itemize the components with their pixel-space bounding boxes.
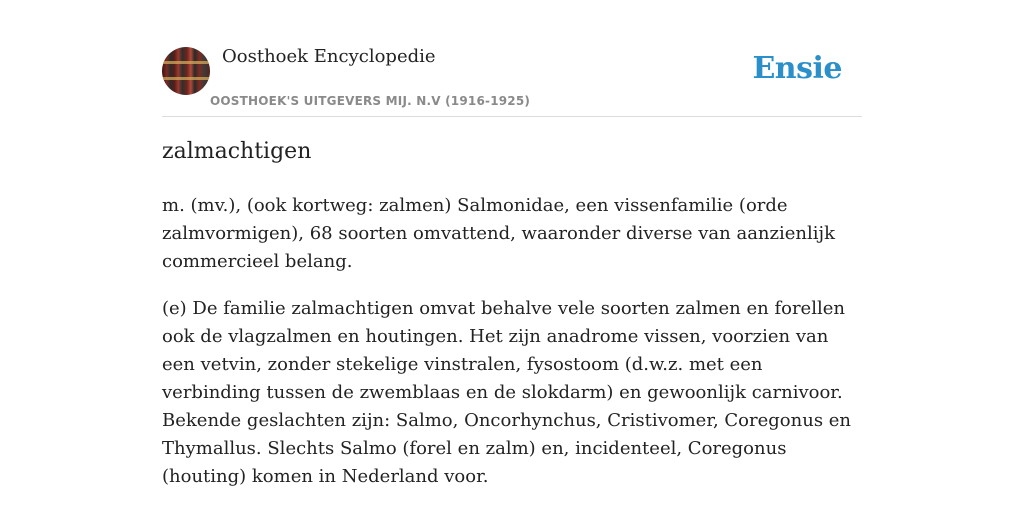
book-spine-band	[162, 77, 210, 80]
publisher-label: OOSTHOEK'S UITGEVERS MIJ. N.V (1916-1925)	[210, 94, 531, 108]
definition-paragraph: m. (mv.), (ook kortweg: zalmen) Salmonidae, een vissenfamilie (orde zalmvormigen), 68 soorten omvattend, waaronder diverse van aanzienlijk commercieel belang.	[162, 195, 836, 272]
entry-title: zalmachtigen	[162, 139, 312, 164]
book-spine-band	[162, 61, 210, 64]
source-title[interactable]: Oosthoek Encyclopedie	[222, 46, 436, 67]
definition-paragraph: (e) De familie zalmachtigen omvat behalve vele soorten zalmen en forellen ook de vlagzalmen en houtingen. Het zijn anadrome vissen, voorzien van een vetvin, zonder stekelige vinstralen, fysostoom (d.w.z. met een verbinding tussen de zwemblaas en de slokdarm) en gewoonlijk carnivoor. Bekende geslachten zijn: Salmo, Oncorhynchus, Cristivomer, Coregonus en Thymallus. Slechts Salmo (forel en zalm) en, incidenteel, Coregonus (houting) komen in Nederland voor.	[162, 298, 852, 487]
encyclopedia-books-avatar[interactable]	[162, 47, 210, 95]
source-header	[162, 46, 862, 117]
entry-body	[162, 192, 862, 510]
ensie-logo-link[interactable]: Ensie	[752, 51, 842, 86]
